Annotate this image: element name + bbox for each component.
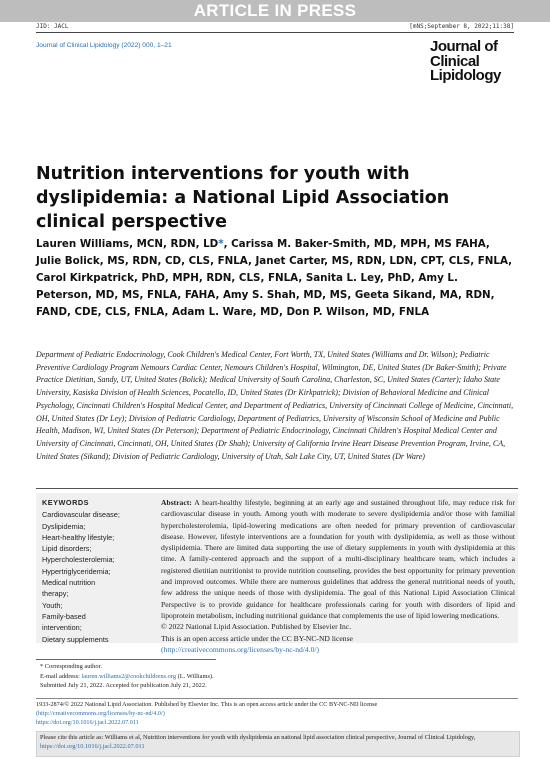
copyright-line: 1933-2874/© 2022 National Lipid Association. Published by Elsevier Inc. This is an open access article under the CC BY-NC-ND license [36,701,378,708]
article-in-press-banner: ARTICLE IN PRESS [0,0,550,22]
footnote-rule [36,659,216,660]
corresponding-author-note: * Corresponding author. [40,663,102,670]
cite-text: Please cite this article as: Williams et al, Nutrition interventions for youth with dyslipidemia an national lipid association clinical perspective, Journal of Clinical Lipidology, [40,734,476,741]
corresponding-author-marker[interactable]: * [218,238,224,250]
footnote [40,662,510,691]
keyword-item: Dietary supplements [42,634,109,644]
keywords-column [42,497,152,645]
abstract-body [161,497,515,621]
header-rule [36,32,514,33]
cite-doi-link[interactable]: https://doi.org/10.1016/j.jacl.2022.07.011 [40,743,145,751]
author-first: Lauren Williams, MCN, RDN, LD [36,238,219,250]
license-link[interactable]: (http://creativecommons.org/licenses/by-nc-nd/4.0/) [161,644,320,654]
keyword-item: Youth; [42,600,63,610]
abstract-copyright: © 2022 National Lipid Association. Published by Elsevier Inc. [161,622,352,632]
keyword-item: Medical nutrition [42,578,96,588]
abstract-license: This is an open access article under the CC BY-NC-ND license [161,633,353,643]
author-list [36,236,516,321]
keyword-item: Family-based [42,611,86,621]
submission-dates: Submitted July 21, 2022. Accepted for publication July 21, 2022. [40,682,207,690]
keyword-item: Hypertriglyceridemia; [42,566,111,576]
keyword-item: therapy; [42,589,69,599]
logo-line-2: Clinical [430,52,480,70]
email-line [40,672,510,682]
copyright-block [36,700,518,728]
keywords-top-rule [36,488,518,489]
affiliations: Department of Pediatric Endocrinology, Cook Children's Medical Center, Fort Worth, TX, United States (Williams and Dr. Wilson); Pediatric Preventive Cardiology Program Nemours Cardiac Center, Nemours Children's Hospital, Wilmington, DE, United States (Dr Baker-Smith); Private Practice Dietitian, Sandy, UT, United States (Bolick); Medical University of South Carolina, Charleston, SC, United States (Carter); Idaho State University, Kasiska Division of Health Sciences, Pocatello, ID, United States (Dr Kirkpatrick); Division of Behavioral Medicine and Clinical Psychology, Cincinnati Children's Hospital Medical Center, and Department of Pediatrics, University of Cincinnati College of Medicine, Cincinnati, OH, United States (Dr Ley); Division of Pediatric Cardiology, Department of Pediatrics, University of Wisconsin School of Medicine and Public Health, Madison, WI, United States (Dr Peterson); Department of Pediatric Endocrinology, Cincinnati Children's Hospital Medical Center and University of Cincinnati, Cincinnati, OH, United States (Dr Shah); University of California Irvine Heart Disease Prevention Program, Irvine, CA, United States (Sikand); Division of Pediatric Cardiology, University of Utah, Salt Lake City, UT, United States (Dr Ware) [36,350,514,461]
article-title: Nutrition interventions for youth with dyslipidemia: a National Lipid Association clinical perspective [36,164,450,232]
build-meta-row [36,23,514,30]
journal-citation-line[interactable]: Journal of Clinical Lipidology (2022) 000, 1–21 [36,42,172,49]
bottom-rule [36,698,518,699]
abstract-heading: Abstract: [161,498,192,507]
author-rest: , Carissa M. Baker-Smith, MD, MPH, MS FAHA, Julie Bolick, MS, RDN, CD, CLS, FNLA, Janet Carter, MS, RDN, LDN, CPT, CLS, FNLA, Carol Kirkpatrick, PhD, MPH, RDN, CLS, FNLA, Sanita L. Ley, PhD, Amy L. Peterson, MD, MS, FNLA, FAHA, Amy S. Shah, MD, MS, Geeta Sikand, MA, RDN, FAND, CDE, CLS, FNLA, Adam L. Ware, MD, Don P. Wilson, MD, FNLA [36,238,513,318]
keyword-item: Dyslipidemia; [42,521,86,531]
doi-link[interactable]: https://doi.org/10.1016/j.jacl.2022.07.011 [36,719,139,727]
email-suffix: (L. Williams). [176,672,214,680]
keywords-heading: KEYWORDS [42,498,89,507]
keyword-item: Cardiovascular disease; [42,510,120,520]
keyword-item: intervention; [42,623,82,633]
journal-logo [430,40,506,84]
copyright-license-link[interactable]: (http://creativecommons.org/licenses/by-nc-nd/4.0/) [36,710,165,718]
abstract-text: A heart-healthy lifestyle, beginning at an early age and sustained throughout life, may reduce risk for cardiovascular disease in youth. Among youth with moderate to severe dyslipidemia and/or those with familial hypercholesterolemia, lipid-lowering medications are often needed for primary prevention of cardiovascular disease. However, lifestyle interventions are a foundation for youth with dyslipidemia, as well as those without dyslipidemia. There are limited data supporting the use of dietary supplements in youth with dyslipidemia at this time. A family-centered approach and the support of a multi-disciplinary healthcare team, which includes a registered dietitian nutritionist to provide nutrition counseling, provides the best opportunity for primary prevention and improved outcomes. While there are numerous guidelines that address the general nutritional needs of youth, few address the unique needs of those with dyslipidemia. The goal of this National Lipid Association Clinical Perspective is to provide guidance for healthcare professionals caring for youth with disorders of lipid and lipoprotein metabolism, including nutritional guidance that complements the use of lipid lowering medications. [161,498,516,620]
email-link[interactable]: lauren.williams2@cookchildrens.org [81,672,177,680]
keyword-item: Lipid disorders; [42,544,92,554]
keyword-item: Heart-healthy lifestyle; [42,532,115,542]
keyword-item: Hypercholesterolemia; [42,555,115,565]
logo-line-3: Lipidology [430,67,501,84]
abstract-column [161,497,515,655]
keywords-abstract-block [36,493,518,654]
cite-this-article-box [36,731,520,757]
email-label: E-mail address: [40,672,82,680]
logo-line-1: Journal of [430,38,498,55]
journal-id: JID: JACL [36,23,69,30]
build-info: [mNS;September 8, 2022;11:38] [409,23,514,30]
